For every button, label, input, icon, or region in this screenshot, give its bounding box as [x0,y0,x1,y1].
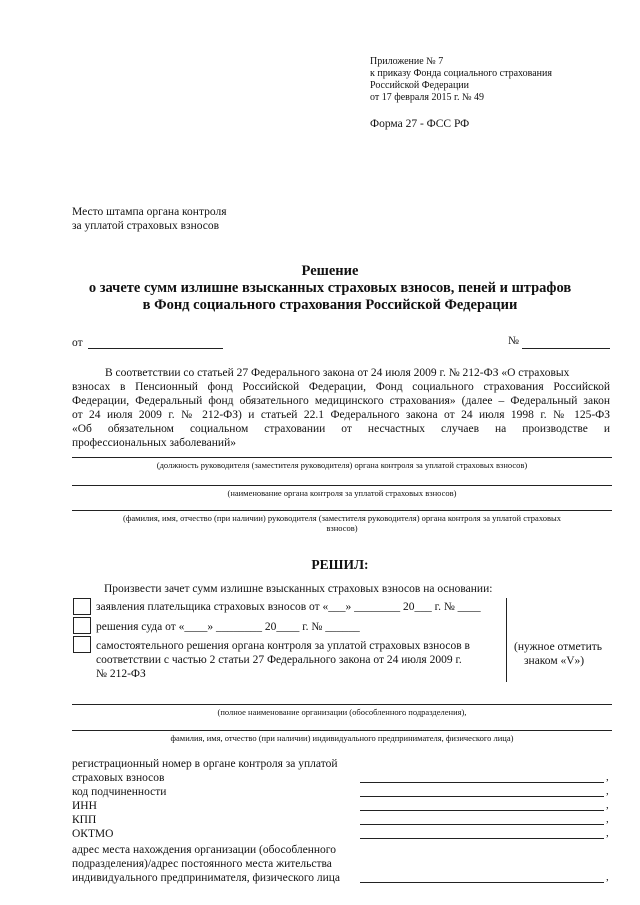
kpp-label: КПП [72,814,97,826]
oktmo-label: ОКТМО [72,828,114,840]
document-subtitle-1: о зачете сумм излишне взысканных страховых взносов, пеней и штрафов [88,280,572,296]
comma: , [606,799,609,811]
reg-number-field[interactable] [360,782,604,783]
subordination-label: код подчиненности [72,786,167,798]
inn-field[interactable] [360,810,604,811]
decision-date-field[interactable] [88,348,223,349]
preamble-line-1: В соответствии со статьей 27 Федерального закона от 24 июля 2009 г. № 212-ФЗ «О страховых [105,367,570,379]
decided-heading: РЕШИЛ: [311,557,369,572]
org-fio-caption: фамилия, имя, отчество (при наличии) индивидуального предпринимателя, физического лица) [170,733,514,743]
comma: , [606,771,609,783]
position-field[interactable] [72,457,612,458]
head-fio-caption-1: (фамилия, имя, отчество (при наличии) руководителя (заместителя руководителя) органа контроля за уплатой страховых [123,513,561,523]
address-label-2: подразделения)/адрес постоянного места жительства [72,858,332,870]
preamble-line-5: «Об обязательном социальном страховании от несчастных случаев на производстве и [72,423,610,435]
position-caption: (должность руководителя (заместителя руководителя) органа контроля за уплатой страховых взносов) [156,460,528,470]
order-date: от 17 февраля 2015 г. № 49 [370,92,485,103]
order-line-2: Российской Федерации [370,80,470,91]
option-own-decision-label-1: самостоятельного решения органа контроля за уплатой страховых взносов в [96,640,470,652]
org-full-name-caption: (полное наименование организации (обособленного подразделения), [217,707,467,717]
comma: , [606,813,609,825]
address-field[interactable] [360,882,604,883]
preamble-line-6: профессиональных заболеваний» [72,437,236,449]
comma: , [606,785,609,797]
reg-number-label-1: регистрационный номер в органе контроля за уплатой [72,758,338,770]
preamble-line-2: взносах в Пенсионный фонд Российской Федерации, Фонд социального страхования Российской [72,381,610,393]
comma: , [606,827,609,839]
appendix-number: Приложение № 7 [370,56,444,67]
document-title: Решение [301,263,359,279]
basis-intro: Произвести зачет сумм излишне взысканных страховых взносов на основании: [104,583,493,595]
document-subtitle-2: в Фонд социального страхования Российской Федерации [142,297,518,313]
form-code: Форма 27 - ФСС РФ [370,118,470,130]
option-application-label: заявления плательщика страховых взносов от «___» ________ 20___ г. № ____ [96,601,481,613]
org-full-name-field[interactable] [72,704,612,705]
option-court-checkbox[interactable] [73,617,91,634]
order-line-1: к приказу Фонда социального страхования [370,68,552,79]
kpp-field[interactable] [360,824,604,825]
head-fio-field[interactable] [72,510,612,511]
oktmo-field[interactable] [360,838,604,839]
decision-number-field[interactable] [522,348,610,349]
preamble-line-3: Федерации, Федеральный фонд обязательного медицинского страхования» (далее – Федеральный закон [72,395,610,407]
org-name-field[interactable] [72,485,612,486]
preamble-line-4: от 24 июля 2009 г. № 212-ФЗ) и статьей 22.1 Федерального закона от 24 июля 1998 г. № 125-ФЗ [72,409,610,421]
note-line-1: (нужное отметить [514,641,603,653]
note-line-2: знаком «V») [524,655,585,667]
stamp-line-1: Место штампа органа контроля [72,206,227,218]
inn-label: ИНН [72,800,97,812]
subordination-field[interactable] [360,796,604,797]
org-name-caption: (наименование органа контроля за уплатой страховых взносов) [227,488,457,498]
org-fio-field[interactable] [72,730,612,731]
option-application-checkbox[interactable] [73,598,91,615]
reg-number-label-2: страховых взносов [72,772,165,784]
stamp-line-2: за уплатой страховых взносов [72,220,220,232]
option-court-label: решения суда от «____» ________ 20____ г. № ______ [96,621,360,633]
comma: , [606,871,609,883]
option-own-decision-label-3: № 212-ФЗ [96,668,146,680]
option-own-decision-checkbox[interactable] [73,636,91,653]
address-label-3: индивидуального предпринимателя, физического лица [72,872,341,884]
option-own-decision-label-2: соответствии с частью 2 статьи 27 Федерального закона от 24 июля 2009 г. [96,654,462,666]
address-label-1: адрес места нахождения организации (обособленного [72,844,336,856]
note-divider [506,598,507,682]
number-label: № [508,335,519,347]
from-label: от [72,337,83,349]
head-fio-caption-2: взносов) [326,523,358,533]
